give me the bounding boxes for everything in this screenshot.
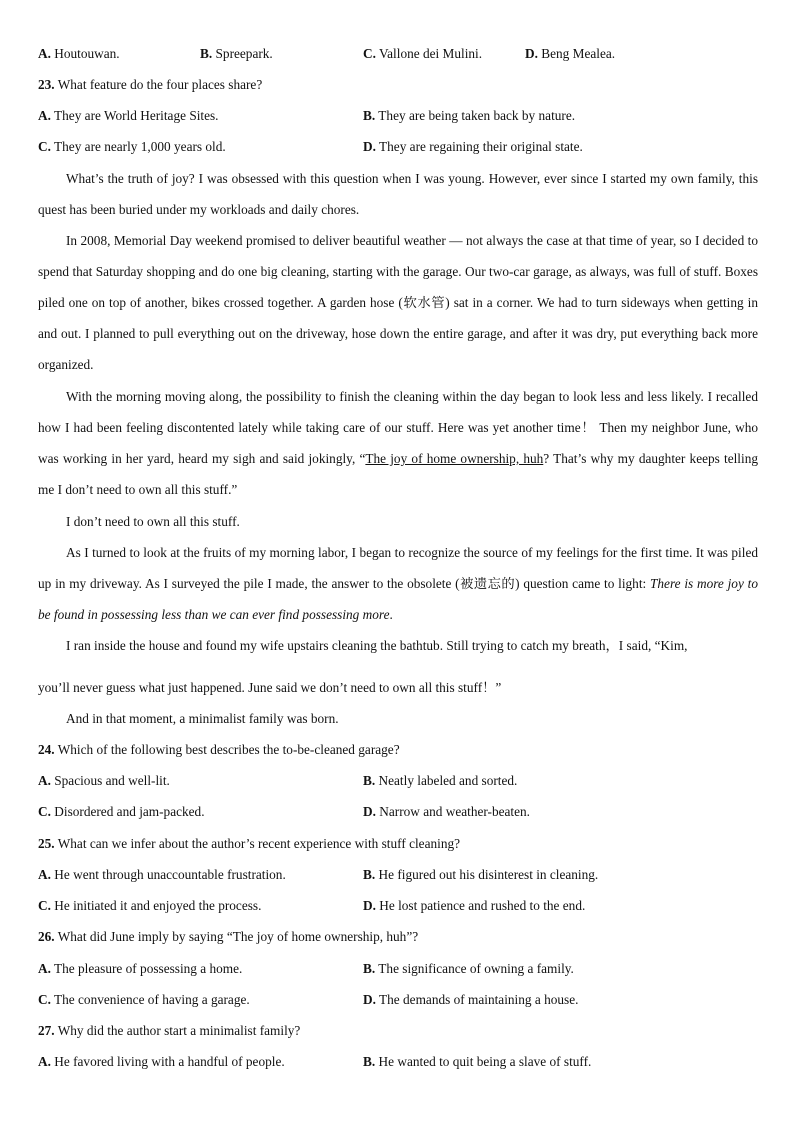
q26-stem: 26. What did June imply by saying “The joy of home ownership, huh”? bbox=[38, 929, 419, 944]
q24-stem: 24. Which of the following best describes the to-be-cleaned garage? bbox=[38, 742, 400, 757]
q22-option-c[interactable]: C. Vallone dei Mulini. bbox=[363, 46, 483, 61]
passage-paragraph-6-line-2: you’ll never guess what just happened. June said we don’t need to own all this stuff！” bbox=[38, 680, 502, 695]
passage-paragraph-4: I don’t need to own all this stuff. bbox=[66, 514, 240, 529]
q25-option-b[interactable]: B. He figured out his disinterest in cleaning. bbox=[363, 867, 599, 882]
q25-option-a[interactable]: A. He went through unaccountable frustration. bbox=[38, 867, 286, 882]
passage-paragraph-6-line-1: I ran inside the house and found my wife upstairs cleaning the bathtub. Still trying to catch my breath，I said, “Kim, bbox=[66, 638, 688, 653]
q27-stem: 27. Why did the author start a minimalist family? bbox=[38, 1023, 301, 1038]
q24-option-b[interactable]: B. Neatly labeled and sorted. bbox=[363, 773, 518, 788]
q23-option-a[interactable]: A. They are World Heritage Sites. bbox=[38, 108, 219, 123]
q27-option-a[interactable]: A. He favored living with a handful of people. bbox=[38, 1054, 285, 1069]
passage-paragraph-2: In 2008, Memorial Day weekend promised to deliver beautiful weather — not always the case at that time of year, so I decided to spend that Saturday shopping and do one big cleaning, starting with the garage. Our two-car garage, as always, was full of stuff. Boxes piled one on top of another, bikes crossed together. A garden hose (软水管) sat in a corner. We had to turn sideways when getting in and out. I planned to pull everything out on the driveway, hose down the entire garage, and after it was dry, put everything back more organized. bbox=[38, 233, 758, 372]
underlined-quote: The joy of home ownership, huh bbox=[365, 451, 544, 466]
q26-option-b[interactable]: B. The significance of owning a family. bbox=[363, 961, 574, 976]
q24-option-a[interactable]: A. Spacious and well-lit. bbox=[38, 773, 170, 788]
passage-paragraph-1: What’s the truth of joy? I was obsessed with this question when I was young. However, ever since I started my own family, this quest has been buried under my workloads and daily chores. bbox=[38, 171, 758, 217]
passage-paragraph-5: As I turned to look at the fruits of my morning labor, I began to recognize the source of my feelings for the first time. It was piled up in my driveway. As I surveyed the pile I made, the answer to the obsolete (被遗忘的) question came to light: There is more joy to be found in possessing less than we can ever find possessing more. bbox=[38, 545, 758, 622]
q23-option-c[interactable]: C. They are nearly 1,000 years old. bbox=[38, 139, 226, 154]
q22-option-b[interactable]: B. Spreepark. bbox=[200, 46, 273, 61]
q23-option-d[interactable]: D. They are regaining their original state. bbox=[363, 139, 583, 154]
q23-stem: 23. What feature do the four places share? bbox=[38, 77, 263, 92]
q25-option-c[interactable]: C. He initiated it and enjoyed the process. bbox=[38, 898, 262, 913]
q22-option-d[interactable]: D. Beng Mealea. bbox=[525, 46, 616, 61]
q26-option-c[interactable]: C. The convenience of having a garage. bbox=[38, 992, 250, 1007]
passage-paragraph-3: With the morning moving along, the possibility to finish the cleaning within the day began to look less and less likely. I recalled how I had been feeling discontented lately while taking care of our stuff. Here was yet another time！ Then my neighbor June, who was working in her yard, heard my sigh and said jokingly, “The joy of home ownership, huh? That’s why my daughter keeps telling me I don’t need to own all this stuff.” bbox=[38, 389, 758, 497]
italic-answer: There is more joy to be found in possessing less than we can ever find possessing more bbox=[38, 576, 758, 622]
q25-option-d[interactable]: D. He lost patience and rushed to the end. bbox=[363, 898, 586, 913]
q26-option-a[interactable]: A. The pleasure of possessing a home. bbox=[38, 961, 243, 976]
q27-option-b[interactable]: B. He wanted to quit being a slave of stuff. bbox=[363, 1054, 592, 1069]
passage-paragraph-7: And in that moment, a minimalist family was born. bbox=[66, 711, 339, 726]
q25-stem: 25. What can we infer about the author’s recent experience with stuff cleaning? bbox=[38, 836, 461, 851]
q22-option-a[interactable]: A. Houtouwan. bbox=[38, 46, 120, 61]
q24-option-c[interactable]: C. Disordered and jam-packed. bbox=[38, 804, 205, 819]
q26-option-d[interactable]: D. The demands of maintaining a house. bbox=[363, 992, 579, 1007]
q23-option-b[interactable]: B. They are being taken back by nature. bbox=[363, 108, 576, 123]
q24-option-d[interactable]: D. Narrow and weather-beaten. bbox=[363, 804, 530, 819]
